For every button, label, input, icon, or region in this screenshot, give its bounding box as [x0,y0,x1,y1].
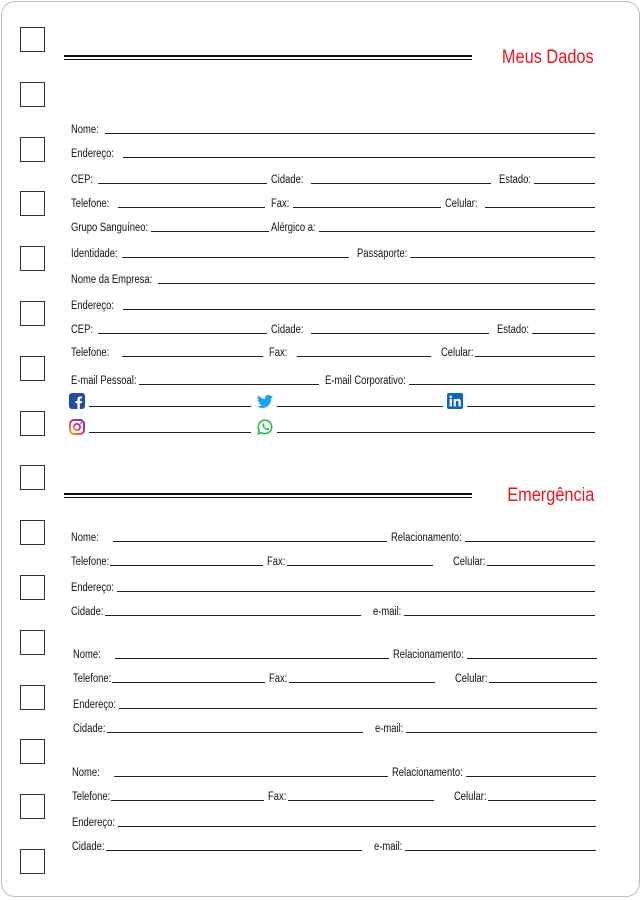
field-email-corporativo[interactable] [325,375,595,387]
line-contact-fax[interactable] [289,682,435,683]
line-contact-cidade[interactable] [105,615,361,616]
field-contact-celular[interactable] [455,673,597,685]
label-cidade: Cidade: [271,174,304,186]
checkbox[interactable] [20,794,45,819]
row-contact-nome [72,767,596,779]
line-contact-relacionamento[interactable] [465,541,595,542]
row-contact-telefone [71,556,595,568]
line-endereco[interactable] [123,157,595,158]
checkbox[interactable] [20,301,45,326]
line-estado-empresa[interactable] [532,333,595,334]
label-estado: Estado: [499,174,531,186]
section-title-emergencia: Emergência [506,485,594,506]
field-cep-empresa[interactable] [71,324,267,336]
line-contact-nome[interactable] [115,658,389,659]
line-contact-nome[interactable] [113,541,387,542]
label-contact-fax: Fax: [269,673,288,685]
field-contact-cidade[interactable] [73,723,363,735]
row-contact-telefone [73,673,597,685]
checkbox[interactable] [20,27,45,52]
field-celular-empresa[interactable] [441,347,595,359]
line-contact-nome[interactable] [114,776,388,777]
label-contact-nome: Nome: [71,532,99,544]
line-passaporte[interactable] [410,257,595,258]
line-contact-cidade[interactable] [106,850,362,851]
line-nome[interactable] [105,133,595,134]
row-endereco [71,148,595,160]
label-email-corporativo: E-mail Corporativo: [325,375,406,387]
field-contact-fax[interactable] [269,673,435,685]
field-estado[interactable] [499,174,595,186]
label-fax-empresa: Fax: [269,347,288,359]
row-cep [71,174,595,186]
label-endereco-empresa: Endereço: [71,300,114,312]
label-celular: Celular: [445,198,478,210]
field-fax-empresa[interactable] [269,347,431,359]
field-contact-telefone[interactable] [72,791,264,803]
instagram-icon [69,419,85,435]
field-contact-telefone[interactable] [73,673,265,685]
label-contact-endereco: Endereço: [72,817,115,829]
row-contact-nome [73,649,597,661]
field-alergico[interactable] [271,222,595,234]
section-title-meus-dados: Meus Dados [502,47,594,68]
row-endereco-empresa [71,300,595,312]
checkbox[interactable] [20,520,45,545]
field-celular[interactable] [445,198,595,210]
field-contact-nome[interactable] [73,649,389,661]
label-contact-fax: Fax: [267,556,286,568]
line-nome-empresa[interactable] [158,283,595,284]
label-contact-celular: Celular: [453,556,486,568]
label-contact-relacionamento: Relacionamento: [392,767,463,779]
line-contact-celular[interactable] [487,565,595,566]
line-contact-endereco[interactable] [118,826,596,827]
label-fax: Fax: [271,198,290,210]
field-cidade-empresa[interactable] [271,324,489,336]
line-cep[interactable] [98,183,267,184]
field-endereco[interactable] [71,148,595,160]
row-contact-endereco [72,817,596,829]
row-social-1 [69,393,595,409]
label-contact-telefone: Telefone: [71,556,110,568]
line-contact-telefone[interactable] [112,682,265,683]
line-grupo-sanguineo[interactable] [151,231,269,232]
checkbox[interactable] [20,191,45,216]
label-passaporte: Passaporte: [357,248,408,260]
label-email-pessoal: E-mail Pessoal: [71,375,137,387]
checkbox[interactable] [20,356,45,381]
line-estado[interactable] [534,183,595,184]
line-fax[interactable] [293,207,441,208]
field-contact-endereco[interactable] [73,699,597,711]
label-contact-fax: Fax: [268,791,287,803]
label-contact-relacionamento: Relacionamento: [391,532,462,544]
field-cidade[interactable] [271,174,491,186]
row-telefone-empresa [71,347,595,359]
checkbox[interactable] [20,411,45,436]
field-linkedin[interactable] [447,393,595,409]
line-contact-endereco[interactable] [117,591,595,592]
field-contact-telefone[interactable] [71,556,263,568]
field-email-pessoal[interactable] [71,375,319,387]
label-contact-cidade: Cidade: [71,606,104,618]
row-identidade [71,248,595,260]
checkbox[interactable] [20,630,45,655]
field-contact-relacionamento[interactable] [391,532,595,544]
field-contact-endereco[interactable] [71,582,595,594]
row-social-2 [69,419,595,435]
line-whatsapp[interactable] [277,432,595,433]
section-rule-top [64,55,472,57]
line-contact-email[interactable] [405,850,596,851]
field-passaporte[interactable] [357,248,595,260]
line-telefone[interactable] [118,207,265,208]
field-contact-cidade[interactable] [71,606,361,618]
line-endereco-empresa[interactable] [123,309,595,310]
line-cep-empresa[interactable] [98,333,267,334]
checkbox[interactable] [20,465,45,490]
section-rule-bottom-emergencia [64,497,472,498]
field-estado-empresa[interactable] [497,324,595,336]
line-facebook[interactable] [89,406,251,407]
label-grupo-sanguineo: Grupo Sanguíneo: [71,222,149,234]
field-contact-email[interactable] [373,606,595,618]
linkedin-icon [447,393,463,409]
label-contact-endereco: Endereço: [71,582,114,594]
line-contact-relacionamento[interactable] [466,776,596,777]
field-contact-celular[interactable] [454,791,596,803]
line-contact-telefone[interactable] [110,565,263,566]
line-linkedin[interactable] [467,406,595,407]
field-contact-relacionamento[interactable] [393,649,597,661]
label-nome: Nome: [71,124,99,136]
field-whatsapp[interactable] [257,419,595,435]
line-contact-email[interactable] [406,732,597,733]
line-contact-email[interactable] [404,615,595,616]
label-contact-nome: Nome: [72,767,100,779]
line-identidade[interactable] [122,257,349,258]
field-nome[interactable] [71,124,595,136]
field-instagram[interactable] [69,419,251,435]
field-contact-fax[interactable] [268,791,434,803]
field-contact-relacionamento[interactable] [392,767,596,779]
row-email [71,375,595,387]
line-email-corporativo[interactable] [409,384,595,385]
field-contact-email[interactable] [375,723,597,735]
line-contact-fax[interactable] [288,800,434,801]
field-contact-endereco[interactable] [72,817,596,829]
label-contact-email: e-mail: [373,606,402,618]
field-telefone-empresa[interactable] [71,347,263,359]
label-contact-nome: Nome: [73,649,101,661]
line-contact-fax[interactable] [287,565,433,566]
field-contact-cidade[interactable] [72,841,362,853]
label-cidade-empresa: Cidade: [271,324,304,336]
field-contact-fax[interactable] [267,556,433,568]
line-celular-empresa[interactable] [475,356,595,357]
label-alergico: Alérgico a: [271,222,316,234]
field-grupo-sanguineo[interactable] [71,222,269,234]
label-contact-telefone: Telefone: [73,673,112,685]
field-cep[interactable] [71,174,267,186]
facebook-icon [69,393,85,409]
line-contact-celular[interactable] [489,682,597,683]
twitter-icon [257,393,273,409]
checkbox[interactable] [20,739,45,764]
field-contact-nome[interactable] [72,767,388,779]
line-cidade-empresa[interactable] [311,333,489,334]
line-contact-telefone[interactable] [111,800,264,801]
field-identidade[interactable] [71,248,349,260]
label-contact-relacionamento: Relacionamento: [393,649,464,661]
row-contact-endereco [73,699,597,711]
field-contact-celular[interactable] [453,556,595,568]
line-celular[interactable] [485,207,595,208]
line-telefone-empresa[interactable] [122,356,263,357]
field-contact-email[interactable] [374,841,596,853]
line-instagram[interactable] [89,432,251,433]
checkbox[interactable] [20,575,45,600]
field-endereco-empresa[interactable] [71,300,595,312]
checkbox[interactable] [20,246,45,271]
row-contact-endereco [71,582,595,594]
label-nome-empresa: Nome da Empresa: [71,274,153,286]
planner-page [1,1,640,897]
row-contact-telefone [72,791,596,803]
label-endereco: Endereço: [71,148,114,160]
label-contact-telefone: Telefone: [72,791,111,803]
row-nome [71,124,595,136]
field-contact-nome[interactable] [71,532,387,544]
field-facebook[interactable] [69,393,251,409]
checkbox[interactable] [20,685,45,710]
label-contact-endereco: Endereço: [73,699,116,711]
field-twitter[interactable] [257,393,443,409]
label-telefone-empresa: Telefone: [71,347,110,359]
line-contact-celular[interactable] [488,800,596,801]
line-fax-empresa[interactable] [297,356,431,357]
checkbox[interactable] [20,137,45,162]
row-contact-cidade [73,723,597,735]
label-contact-cidade: Cidade: [72,841,105,853]
row-cep-empresa [71,324,595,336]
label-contact-email: e-mail: [374,841,403,853]
field-fax[interactable] [271,198,441,210]
checkbox[interactable] [20,849,45,874]
line-twitter[interactable] [277,406,443,407]
field-nome-empresa[interactable] [71,274,595,286]
label-celular-empresa: Celular: [441,347,474,359]
line-contact-relacionamento[interactable] [467,658,597,659]
row-contact-nome [71,532,595,544]
field-telefone[interactable] [71,198,265,210]
label-contact-celular: Celular: [455,673,488,685]
checkbox[interactable] [20,82,45,107]
label-contact-celular: Celular: [454,791,487,803]
label-cep: CEP: [71,174,94,186]
line-alergico[interactable] [319,231,595,232]
label-cep-empresa: CEP: [71,324,94,336]
section-rule-top-emergencia [64,493,472,495]
row-contact-cidade [71,606,595,618]
line-contact-cidade[interactable] [107,732,363,733]
label-contact-email: e-mail: [375,723,404,735]
whatsapp-icon [257,419,273,435]
line-cidade[interactable] [311,183,491,184]
section-rule-bottom [64,59,472,60]
label-estado-empresa: Estado: [497,324,529,336]
row-telefone [71,198,595,210]
label-identidade: Identidade: [71,248,118,260]
label-contact-cidade: Cidade: [73,723,106,735]
line-email-pessoal[interactable] [139,384,319,385]
label-telefone: Telefone: [71,198,110,210]
line-contact-endereco[interactable] [119,708,597,709]
row-nome-empresa [71,274,595,286]
row-grupo-sanguineo [71,222,595,234]
row-contact-cidade [72,841,596,853]
